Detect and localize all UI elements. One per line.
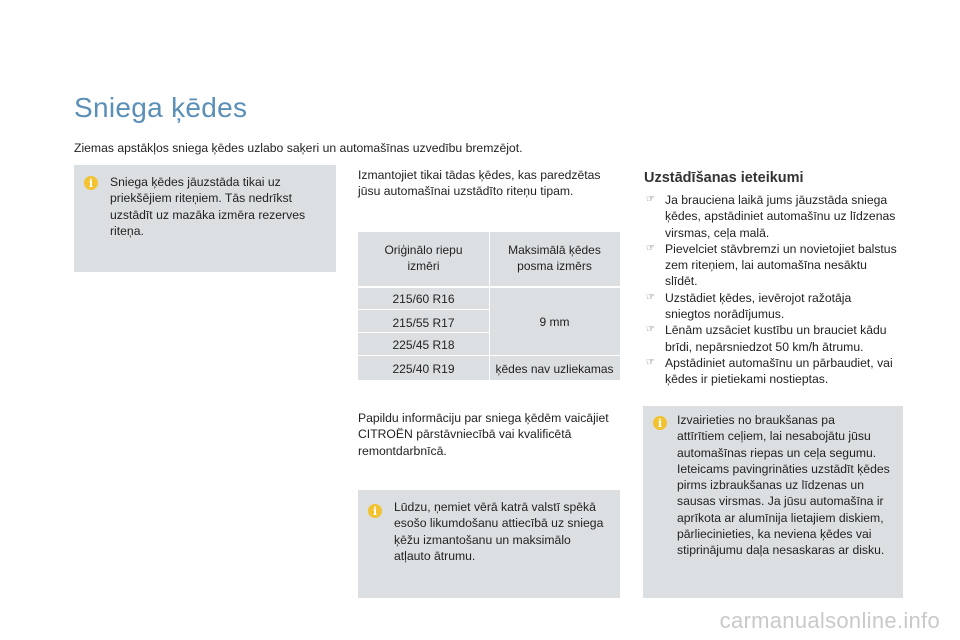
info-icon: i bbox=[653, 416, 667, 430]
text-line: automašīnas riepas un ceļa segumu. bbox=[677, 445, 877, 460]
note-box-cleared-roads bbox=[643, 406, 903, 598]
list-item: ☞ Uzstādiet ķēdes, ievērojot ražotāja sniegtos norādījumus. bbox=[646, 290, 852, 322]
watermark: carmanualsonline.info bbox=[719, 608, 940, 633]
table-cell-tyre-size: 215/55 R17 bbox=[392, 316, 455, 330]
text-line: ķēžu izmantošanu un maksimālo bbox=[394, 532, 571, 547]
note-text bbox=[394, 499, 616, 564]
text-line: sausas virsmas. Ja jūsu automašīna ir bbox=[677, 494, 884, 509]
installation-steps bbox=[644, 192, 910, 388]
table-header-tyre-size: Oriģinālo riepu izmēri bbox=[384, 243, 463, 273]
arrow-right-icon: ☞ bbox=[646, 242, 655, 254]
text-line: attīrītiem ceļiem, lai nesabojātu jūsu bbox=[677, 429, 871, 444]
text-line: pārliecinieties, ka neviena ķēdes vai bbox=[677, 527, 872, 542]
text-line: priekšējiem riteņiem. Tās nedrīkst bbox=[110, 191, 292, 206]
text-line: Izmantojiet tikai tādas ķēdes, kas paredzētas bbox=[358, 168, 601, 182]
chains-type-text bbox=[358, 167, 622, 200]
text-line: jūsu automašīnai uzstādīto riteņu tipam. bbox=[358, 184, 574, 199]
more-info-text bbox=[358, 410, 622, 459]
note-text bbox=[110, 174, 332, 239]
arrow-right-icon: ☞ bbox=[646, 194, 655, 205]
list-item: ☞ Lēnām uzsāciet kustību un brauciet kādu brīdi, nepārsniedzot 50 km/h ātrumu. bbox=[646, 323, 887, 354]
list-item: ☞ Pievelciet stāvbremzi un novietojiet balstus zem riteņiem, lai automašīna nesāktu slīdēt. bbox=[646, 241, 897, 289]
table-divider bbox=[358, 309, 489, 310]
chain-size-table bbox=[358, 232, 620, 380]
table-divider bbox=[358, 355, 620, 356]
table-cell-link-size: 9 mm bbox=[539, 315, 570, 329]
section-heading: Uzstādīšanas ieteikumi bbox=[644, 170, 804, 186]
text-line: riteņa. bbox=[110, 223, 144, 238]
table-cell-link-size: ķēdes nav uzliekamas bbox=[495, 362, 614, 376]
text-line: remontdarbnīcā. bbox=[358, 443, 447, 458]
text-line: atļauto ātrumu. bbox=[394, 548, 476, 563]
table-cell-tyre-size: 225/45 R18 bbox=[392, 338, 455, 352]
text-line: aprīkota ar alumīnija lietajiem diskiem, bbox=[677, 510, 884, 525]
table-header-link-size: Maksimālā ķēdes posma izmērs bbox=[508, 243, 601, 273]
text-line: CITROËN pārstāvniecībā vai kvalificētā bbox=[358, 427, 572, 442]
page-title: Sniega ķēdes bbox=[74, 92, 248, 123]
intro-text: Ziemas apstākļos sniega ķēdes uzlabo saķeri un automašīnas uzvedību bremzējot. bbox=[74, 141, 523, 155]
list-item: ☞ Ja brauciena laikā jums jāuzstāda sniega ķēdes, apstādiniet automašīnu uz līdzenas virsmas, ceļa malā. bbox=[646, 193, 896, 240]
text-line: Ieteicams pavingrināties uzstādīt ķēdes bbox=[677, 461, 890, 476]
text-line: esošo likumdošanu attiecībā uz sniega bbox=[394, 516, 604, 531]
note-box-rear-wheels bbox=[74, 165, 336, 272]
table-cell-tyre-size: 215/60 R16 bbox=[392, 292, 455, 306]
info-icon: i bbox=[84, 176, 98, 190]
arrow-right-icon: ☞ bbox=[646, 356, 655, 368]
text-line: Papildu informāciju par sniega ķēdēm vaicājiet bbox=[358, 411, 609, 425]
table-cell-tyre-size: 225/40 R19 bbox=[392, 362, 455, 376]
text-line: pirms izbraukšanas uz līdzenas un bbox=[677, 478, 864, 493]
note-text bbox=[677, 412, 901, 559]
note-box-legislation bbox=[358, 490, 620, 598]
arrow-right-icon: ☞ bbox=[646, 291, 655, 303]
text-line: stiprinājumu daļa nesaskaras ar disku. bbox=[677, 543, 885, 558]
text-line: Sniega ķēdes jāuzstāda tikai uz bbox=[110, 175, 281, 189]
info-icon: i bbox=[368, 504, 382, 518]
text-line: uzstādīt uz mazāka izmēra rezerves bbox=[110, 207, 306, 222]
list-item: ☞ Apstādiniet automašīnu un pārbaudiet, vai ķēdes ir pietiekami nostieptas. bbox=[646, 355, 893, 387]
text-line: Izvairieties no braukšanas pa bbox=[677, 413, 835, 427]
arrow-right-icon: ☞ bbox=[646, 324, 655, 336]
table-divider bbox=[358, 332, 489, 333]
text-line: Lūdzu, ņemiet vērā katrā valstī spēkā bbox=[394, 500, 596, 514]
table-divider bbox=[489, 232, 490, 380]
